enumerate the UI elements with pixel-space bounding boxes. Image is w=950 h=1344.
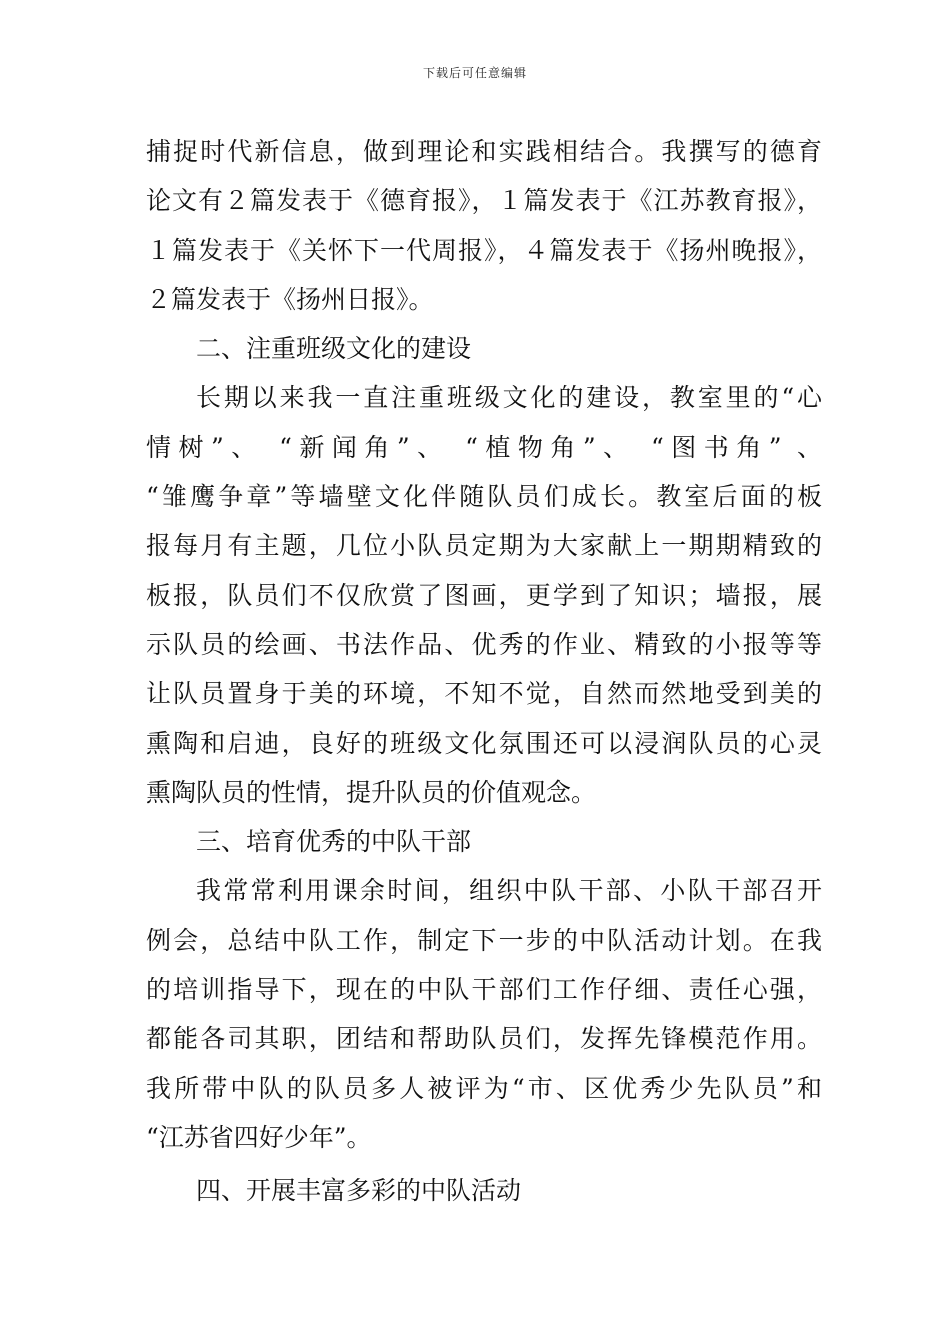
text-line: １篇发表于《关怀下一代周报》，４篇发表于《扬州晚报》， (146, 235, 822, 265)
paragraph-class-culture (146, 373, 822, 817)
paragraph-squad-leaders (146, 866, 822, 1162)
text-line: 我所带中队的队员多人被评为“市、区优秀少先队员”和 (146, 1073, 822, 1103)
text-line: “江苏省四好少年”。 (146, 1122, 372, 1152)
text-line: 的培训指导下，现在的中队干部们工作仔细、责任心强， (146, 975, 822, 1005)
text-line: 熏陶队员的性情，提升队员的价值观念。 (146, 777, 597, 807)
text-line: 报每月有主题，几位小队员定期为大家献上一期期精致的 (146, 531, 822, 561)
text-line: ２篇发表于《扬州日报》。 (146, 284, 434, 314)
text-line: 我常常利用课余时间，组织中队干部、小队干部召开 (196, 876, 822, 906)
section-heading-squad-activities: 四、开展丰富多彩的中队活动 (196, 1176, 522, 1206)
section-heading-class-culture: 二、注重班级文化的建设 (196, 334, 472, 364)
text-line: “雏鹰争章”等墙壁文化伴随队员们成长。教室后面的板 (146, 482, 822, 512)
paragraph-publications (146, 127, 822, 324)
document-body (146, 127, 822, 1216)
text-line: 长期以来我一直注重班级文化的建设，教室里的“心 (196, 383, 822, 413)
text-line: 捕捉时代新信息，做到理论和实践相结合。我撰写的德育 (146, 137, 822, 166)
text-line: 都能各司其职，团结和帮助队员们，发挥先锋模范作用。 (146, 1024, 822, 1054)
text-line: 板报，队员们不仅欣赏了图画，更学到了知识；墙报，展 (146, 580, 822, 610)
text-line: 论文有２篇发表于《德育报》，１篇发表于《江苏教育报》， (146, 186, 822, 216)
text-line: 熏陶和启迪，良好的班级文化氛围还可以浸润队员的心灵 (146, 728, 822, 758)
text-line: 例会，总结中队工作，制定下一步的中队活动计划。在我 (146, 925, 822, 955)
text-line: 示队员的绘画、书法作品、优秀的作业、精致的小报等等 (146, 629, 822, 659)
section-heading-squad-leaders: 三、培育优秀的中队干部 (196, 827, 472, 857)
text-line: 让队员置身于美的环境，不知不觉，自然而然地受到美的 (146, 679, 822, 709)
text-line: 情树”、 “新闻角”、 “植物角”、 “图书角” 、 (146, 432, 822, 462)
page-header: 下载后可任意编辑 (422, 66, 527, 80)
